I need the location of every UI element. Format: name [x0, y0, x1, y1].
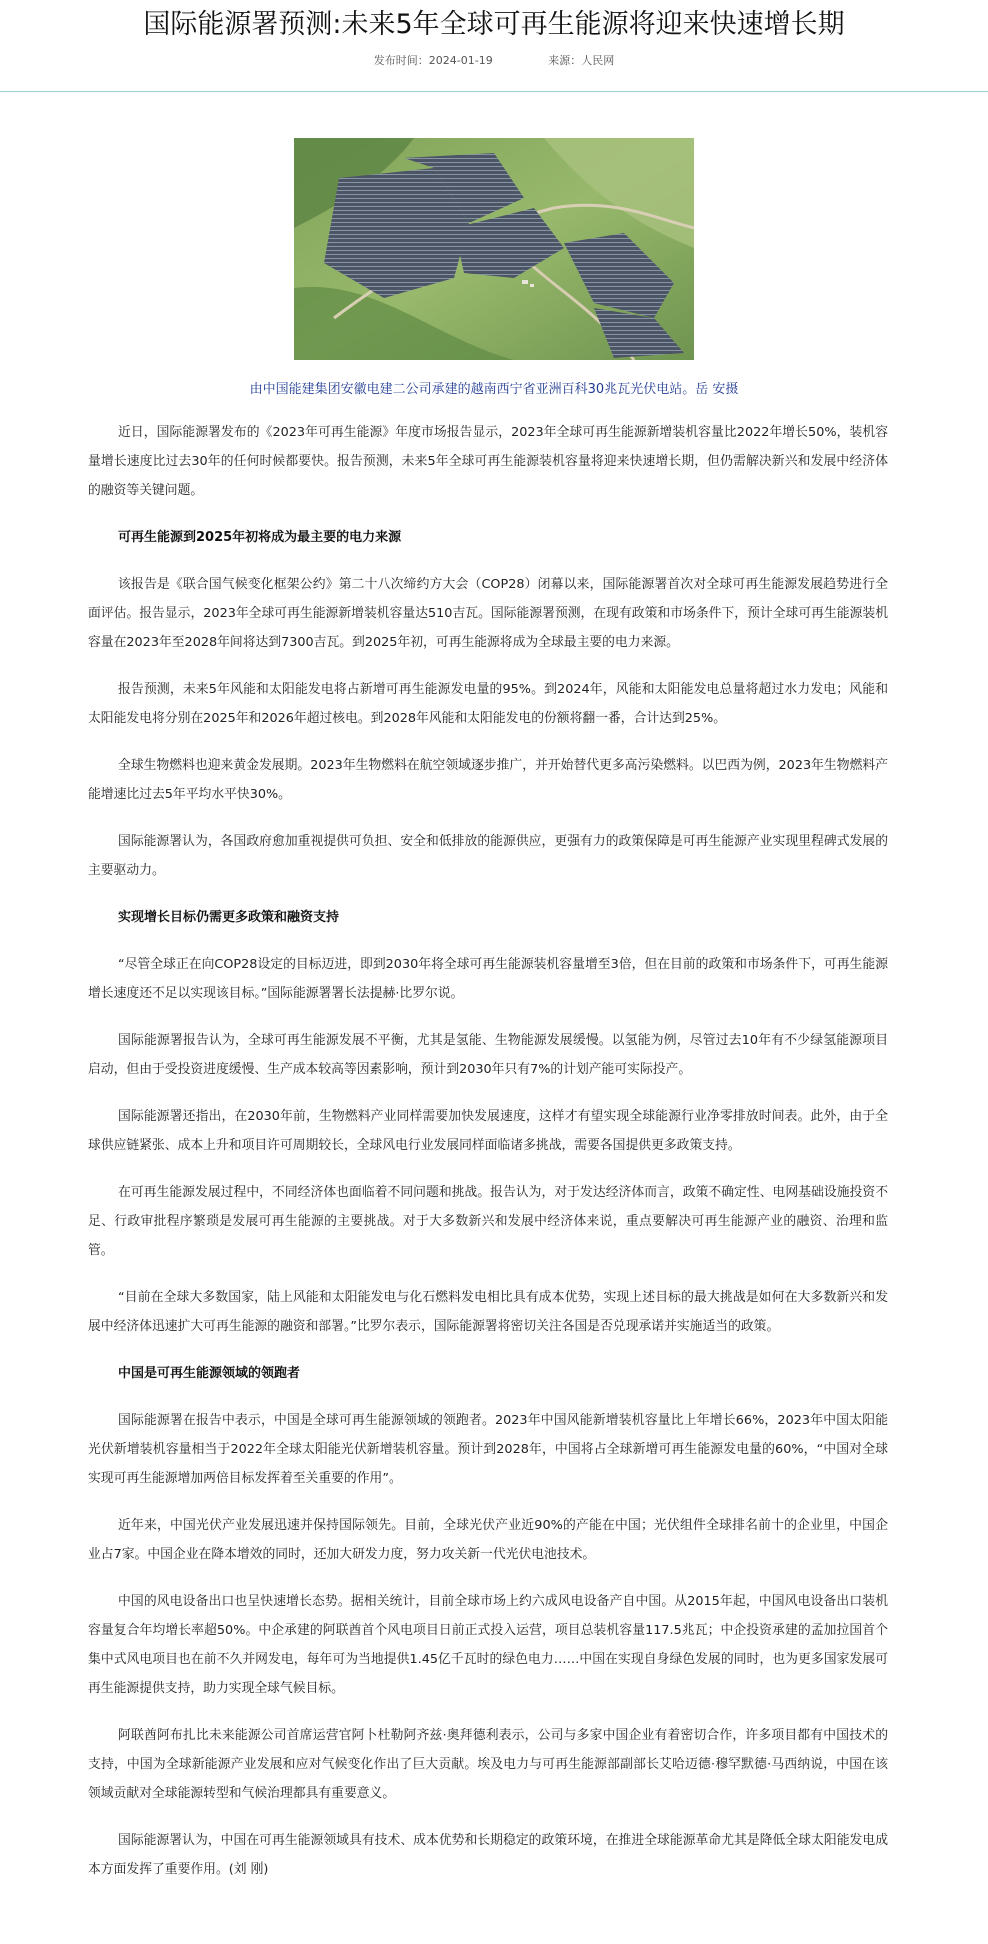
paragraph: 国际能源署认为，各国政府愈加重视提供可负担、安全和低排放的能源供应，更强有力的政策保障是可再生能源产业实现里程碑式发展的主要驱动力。 — [88, 834, 888, 878]
section-heading: 中国是可再生能源领域的领跑者 — [118, 1366, 301, 1381]
solar-farm-illustration — [294, 138, 694, 360]
paragraph: 近年来，中国光伏产业发展迅速并保持国际领先。目前，全球光伏产业近90%的产能在中国；光伏组件全球排名前十的企业里，中国企业占7家。中国企业在降本增效的同时，还加大研发力度，努力攻关新一代光伏电池技术。 — [88, 1518, 888, 1562]
paragraph: 国际能源署在报告中表示，中国是全球可再生能源领域的领跑者。2023年中国风能新增装机容量比上年增长66%，2023年中国太阳能光伏新增装机容量相当于2022年全球太阳能光伏新增装机容量。预计到2028年，中国将占全球新增可再生能源发电量的60%，“中国对全球实现可再生能源增加两倍目标发挥着至关重要的作用”。 — [88, 1413, 888, 1486]
paragraph: “目前在全球大多数国家，陆上风能和太阳能发电与化石燃料发电相比具有成本优势，实现上述目标的最大挑战是如何在大多数新兴和发展中经济体迅速扩大可再生能源的融资和部署。”比罗尔表示，国际能源署将密切关注各国是否兑现承诺并实施适当的政策。 — [88, 1290, 888, 1334]
paragraph: 国际能源署认为，中国在可再生能源领域具有技术、成本优势和长期稳定的政策环境，在推进全球能源革命尤其是降低全球太阳能发电成本方面发挥了重要作用。(刘 刚) — [88, 1833, 888, 1877]
article-meta — [0, 52, 988, 68]
section-heading: 实现增长目标仍需更多政策和融资支持 — [118, 910, 340, 925]
article-title: 国际能源署预测:未来5年全球可再生能源将迎来快速增长期 — [143, 9, 845, 40]
paragraph: 阿联酋阿布扎比未来能源公司首席运营官阿卜杜勒阿齐兹·奥拜德利表示，公司与多家中国企业有着密切合作，许多项目都有中国技术的支持，中国为全球新能源产业发展和应对气候变化作出了巨大贡献。埃及电力与可再生能源部副部长艾哈迈德·穆罕默德·马西纳说，中国在该领域贡献对全球能源转型和气候治理都具有重要意义。 — [88, 1728, 888, 1801]
article-header — [0, 0, 988, 92]
paragraph: 报告预测，未来5年风能和太阳能发电将占新增可再生能源发电量的95%。到2024年，风能和太阳能发电总量将超过水力发电；风能和太阳能发电将分别在2025年和2026年超过核电。到2028年风能和太阳能发电的份额将翻一番，合计达到25%。 — [88, 682, 888, 726]
paragraph: 国际能源署还指出，在2030年前，生物燃料产业同样需要加快发展速度，这样才有望实现全球能源行业净零排放时间表。此外，由于全球供应链紧张、成本上升和项目许可周期较长，全球风电行业发展同样面临诸多挑战，需要各国提供更多政策支持。 — [88, 1109, 888, 1153]
paragraph: “尽管全球正在向COP28设定的目标迈进，即到2030年将全球可再生能源装机容量增至3倍，但在目前的政策和市场条件下，可再生能源增长速度还不足以实现该目标。”国际能源署署长法提赫·比罗尔说。 — [88, 957, 888, 1001]
paragraph: 在可再生能源发展过程中，不同经济体也面临着不同问题和挑战。报告认为，对于发达经济体而言，政策不确定性、电网基础设施投资不足、行政审批程序繁琐是发展可再生能源的主要挑战。对于大多数新兴和发展中经济体来说，重点要解决可再生能源产业的融资、治理和监管。 — [88, 1185, 888, 1258]
paragraph: 该报告是《联合国气候变化框架公约》第二十八次缔约方大会（COP28）闭幕以来，国际能源署首次对全球可再生能源发展趋势进行全面评估。报告显示，2023年全球可再生能源新增装机容量达510吉瓦。国际能源署预测，在现有政策和市场条件下，预计全球可再生能源装机容量在2023年至2028年间将达到7300吉瓦。到2025年初，可再生能源将成为全球最主要的电力来源。 — [88, 577, 888, 650]
article-source: 来源：人民网 — [548, 54, 615, 67]
paragraph: 全球生物燃料也迎来黄金发展期。2023年生物燃料在航空领域逐步推广，并开始替代更多高污染燃料。以巴西为例，2023年生物燃料产能增速比过去5年平均水平快30%。 — [88, 758, 888, 802]
article-body — [88, 418, 888, 1884]
paragraph: 近日，国际能源署发布的《2023年可再生能源》年度市场报告显示，2023年全球可再生能源新增装机容量比2022年增长50%，装机容量增长速度比过去30年的任何时候都要快。报告预测，未来5年全球可再生能源装机容量将迎来快速增长期，但仍需解决新兴和发展中经济体的融资等关键问题。 — [88, 425, 888, 498]
solar-farm-photo — [294, 138, 694, 360]
section-heading: 可再生能源到2025年初将成为最主要的电力来源 — [118, 530, 402, 545]
photo-caption: 由中国能建集团安徽电建二公司承建的越南西宁省亚洲百科30兆瓦光伏电站。岳 安摄 — [249, 382, 739, 397]
paragraph: 国际能源署报告认为，全球可再生能源发展不平衡，尤其是氢能、生物能源发展缓慢。以氢能为例，尽管过去10年有不少绿氢能源项目启动，但由于受投资进度缓慢、生产成本较高等因素影响，预计到2030年只有7%的计划产能可实际投产。 — [88, 1033, 888, 1077]
publish-time: 发布时间：2024-01-19 — [373, 54, 493, 67]
paragraph: 中国的风电设备出口也呈快速增长态势。据相关统计，目前全球市场上约六成风电设备产自中国。从2015年起，中国风电设备出口装机容量复合年均增长率超50%。中企承建的阿联酋首个风电项目日前正式投入运营，项目总装机容量117.5兆瓦；中企投资承建的孟加拉国首个集中式风电项目也在前不久并网发电，每年可为当地提供1.45亿千瓦时的绿色电力……中国在实现自身绿色发展的同时，也为更多国家发展可再生能源提供支持，助力实现全球气候目标。 — [88, 1594, 888, 1696]
